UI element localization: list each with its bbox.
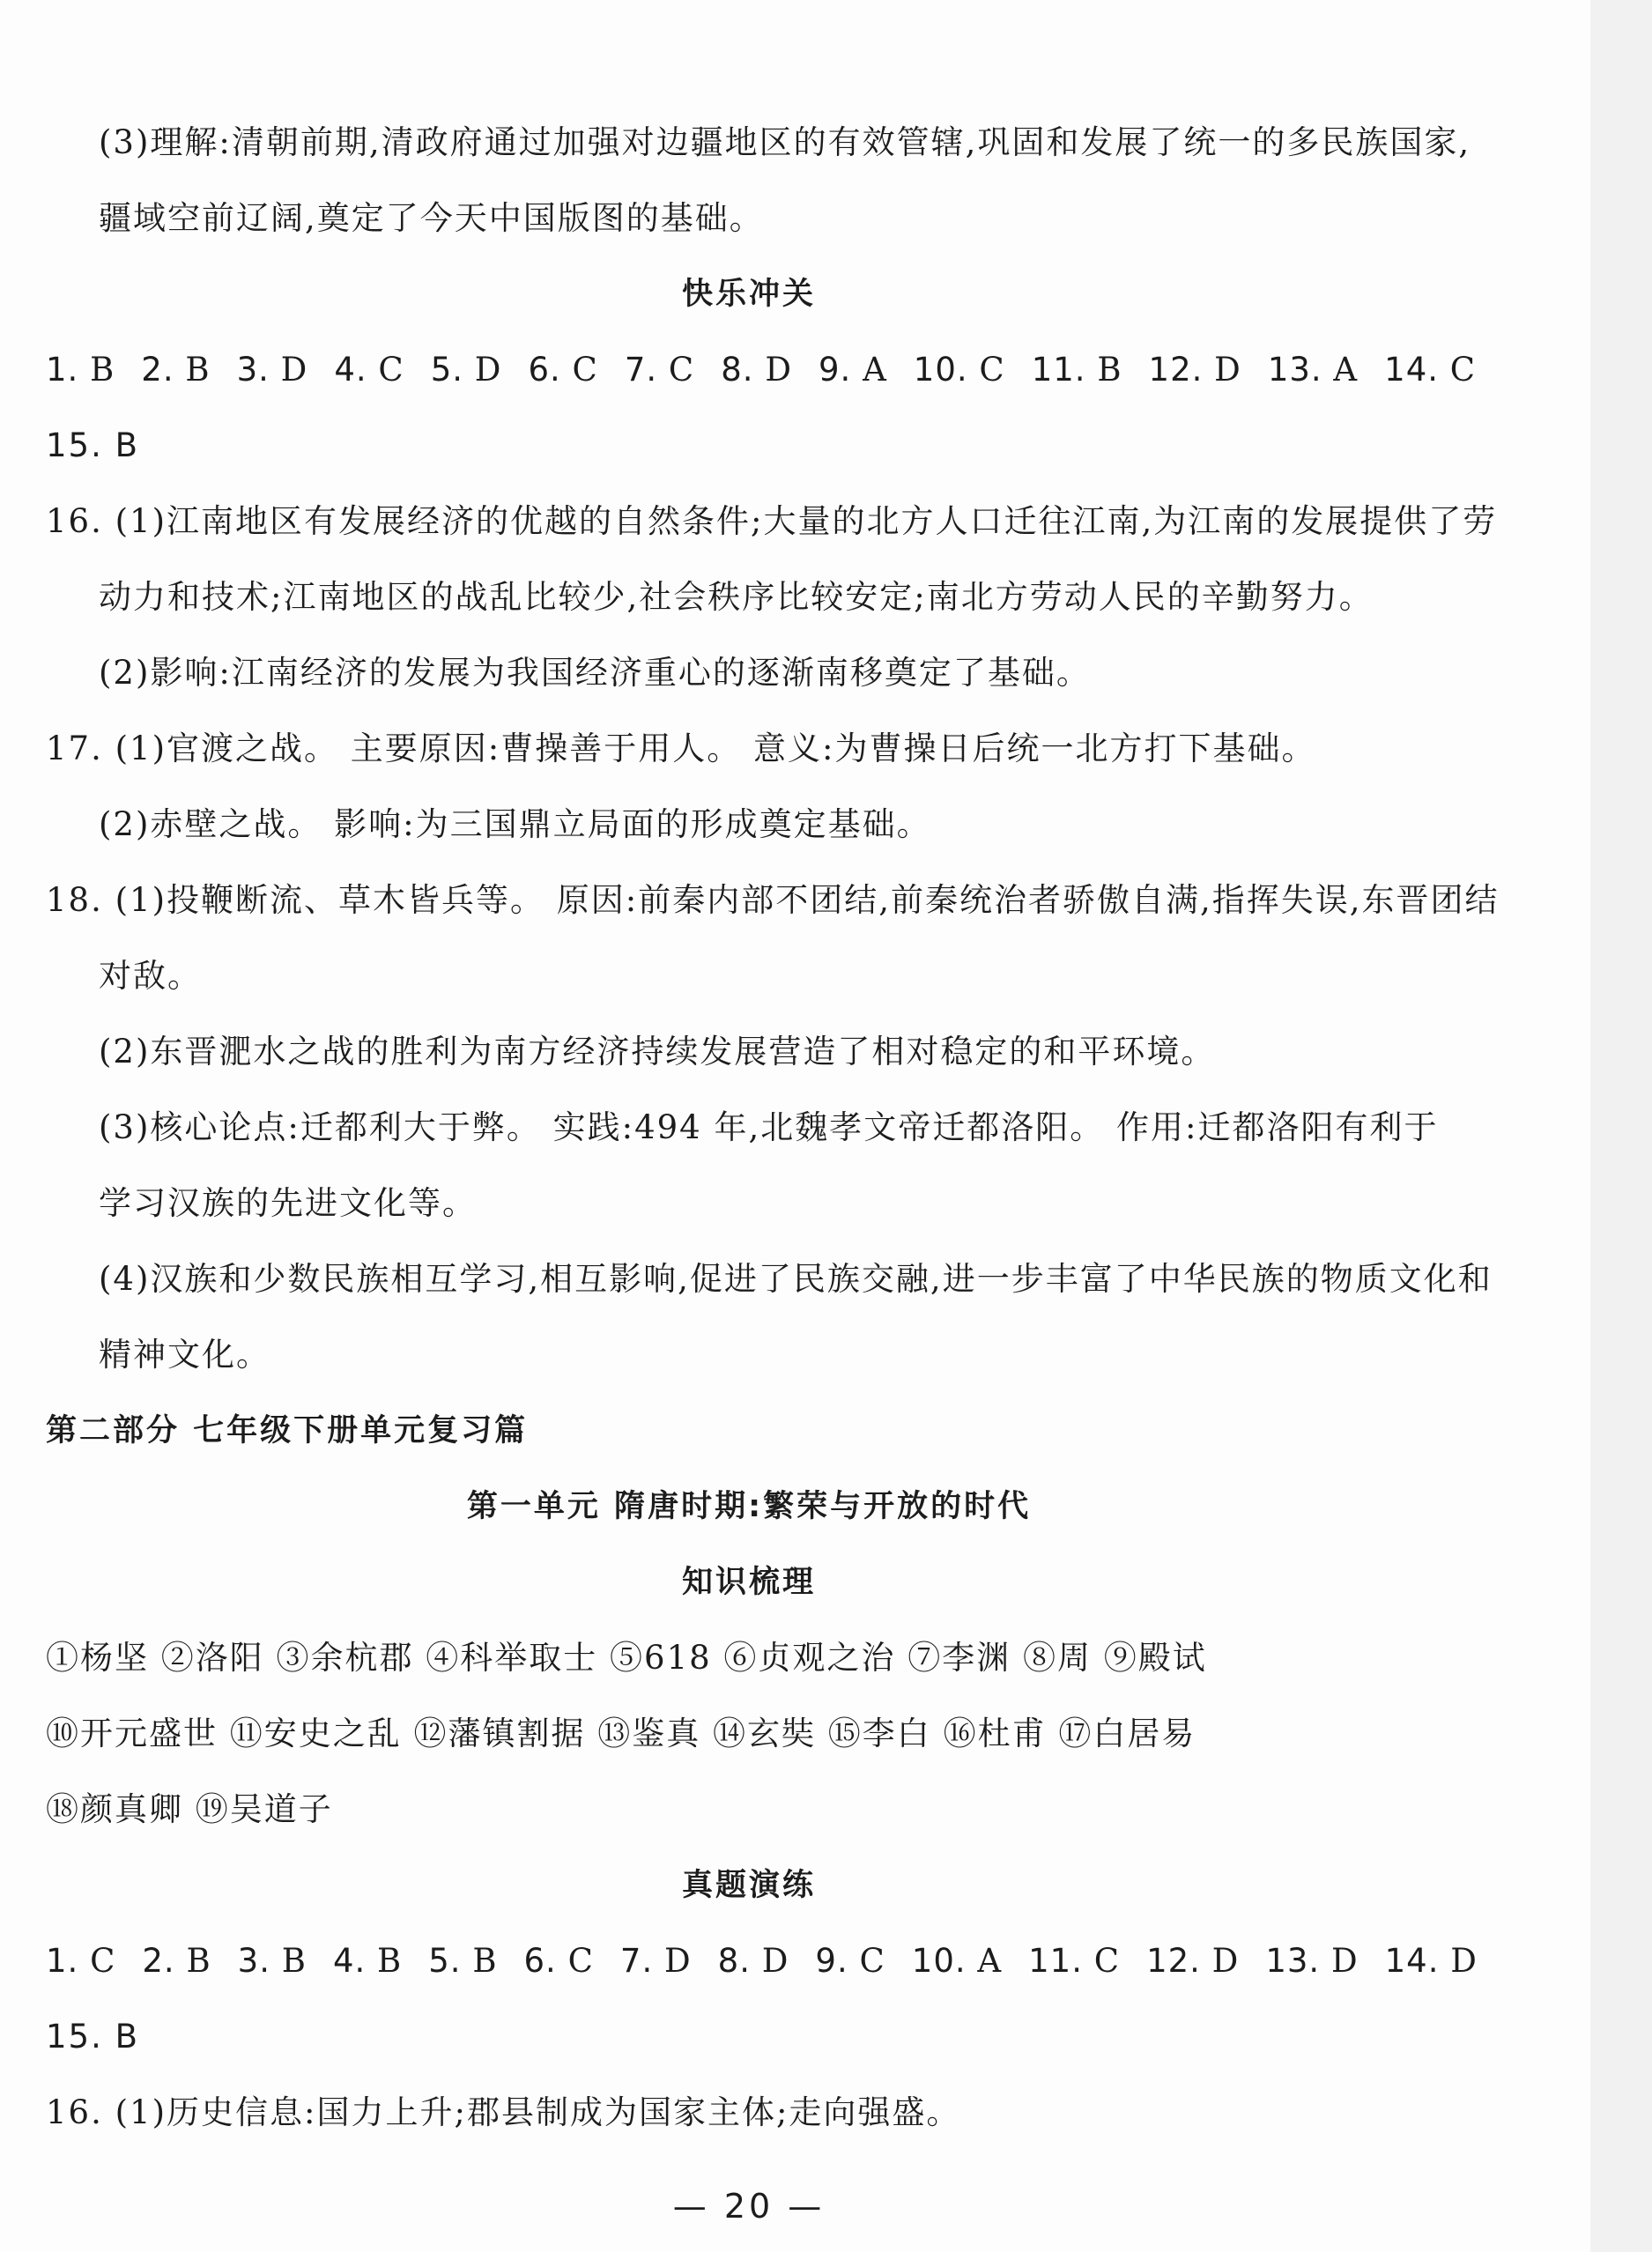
answer-item [431, 351, 502, 389]
answer-item [1265, 1942, 1358, 1981]
text-line: 15. B [46, 2018, 139, 2056]
answer-number: 12. [1146, 1942, 1212, 1980]
text-line: 17. (1)官渡之战。 主要原因:曹操善于用人。 意义:为曹操日后统一北方打下基础。 [46, 730, 1316, 767]
text-line: 精神文化。 [99, 1336, 270, 1374]
answer-choice: D [1211, 1942, 1240, 1980]
answer-choice: C [979, 351, 1005, 389]
answer-choice: B [1097, 351, 1122, 389]
answer-item [819, 351, 887, 389]
answer-number: 10. [911, 1942, 978, 1980]
answer-item [1384, 351, 1476, 389]
text-line: (2)东晋淝水之战的胜利为南方经济持续发展营造了相对稳定的和平环境。 [99, 1033, 1216, 1070]
answer-item [46, 351, 115, 389]
section-heading: 知识梳理 [681, 1565, 816, 1600]
answer-number: 1. [46, 1942, 91, 1980]
answer-choice: B [377, 1942, 403, 1980]
answer-item [1146, 1942, 1239, 1981]
answer-item [912, 1942, 1002, 1981]
answer-number: 10. [913, 351, 980, 389]
answer-number: 2. [142, 1942, 187, 1980]
answer-item [718, 1942, 789, 1981]
answer-item [528, 351, 597, 389]
answer-number: 6. [528, 351, 573, 389]
answer-choice: D [765, 351, 792, 389]
answer-choice: B [186, 1942, 211, 1980]
answer-choice: D [1450, 1942, 1478, 1980]
answer-item [721, 351, 792, 389]
answer-item [620, 1942, 692, 1981]
text-line: 疆域空前辽阔,奠定了今天中国版图的基础。 [99, 199, 764, 237]
answer-item [815, 1942, 885, 1981]
answer-choice: B [185, 351, 211, 389]
answer-choice: C [572, 351, 598, 389]
answer-number: 13. [1267, 351, 1334, 389]
answer-choice: D [280, 351, 308, 389]
answer-choice: D [761, 1942, 789, 1980]
answer-number: 4. [334, 351, 379, 389]
answer-item [1028, 1942, 1120, 1981]
answer-item [914, 351, 1005, 389]
answer-number: 14. [1384, 351, 1450, 389]
section-heading: 真题演练 [681, 1868, 816, 1903]
answer-item [1385, 1942, 1478, 1981]
text-line: 对敌。 [99, 957, 202, 995]
answer-number: 8. [721, 351, 766, 389]
answer-number: 6. [523, 1942, 568, 1980]
answer-choice: A [1333, 351, 1359, 389]
answer-item [141, 351, 210, 389]
answer-choice: C [90, 1942, 116, 1980]
answer-item [625, 351, 694, 389]
answer-number: 14. [1384, 1942, 1451, 1980]
page-number: — 20 — [672, 2187, 826, 2226]
part-heading: 第二部分 七年级下册单元复习篇 [46, 1413, 529, 1448]
answer-choice: D [1214, 351, 1241, 389]
text-line: 动力和技术;江南地区的战乱比较少,社会秩序比较安定;南北方劳动人民的辛勤努力。 [99, 578, 1374, 616]
answer-number: 3. [237, 1942, 282, 1980]
answer-number: 2. [141, 351, 186, 389]
answer-item [333, 1942, 402, 1981]
answer-choice: B [281, 1942, 307, 1980]
text-line: ⑱颜真卿 ⑲吴道子 [46, 1790, 333, 1828]
unit-heading: 第一单元 隋唐时期:繁荣与开放的时代 [466, 1489, 1032, 1524]
answer-item [142, 1942, 211, 1981]
answer-number: 7. [624, 351, 669, 389]
answer-number: 3. [236, 351, 281, 389]
answer-number: 5. [428, 1942, 473, 1980]
answer-choice: D [663, 1942, 692, 1980]
answer-number: 7. [619, 1942, 664, 1980]
answer-number: 13. [1265, 1942, 1331, 1980]
answer-number: 5. [430, 351, 475, 389]
answer-choice: B [472, 1942, 498, 1980]
text-line: 学习汉族的先进文化等。 [99, 1184, 477, 1222]
answer-item [334, 351, 404, 389]
answer-number: 1. [46, 351, 91, 389]
text-line: (3)理解:清朝前期,清政府通过加强对边疆地区的有效管辖,巩固和发展了统一的多民族国家, [99, 123, 1471, 161]
answer-choice: D [1330, 1942, 1359, 1980]
answer-choice: C [378, 351, 404, 389]
answer-choice: A [977, 1942, 1003, 1980]
text-line: 15. B [46, 426, 139, 464]
answer-number: 9. [815, 1942, 860, 1980]
text-line: 16. (1)历史信息:国力上升;郡县制成为国家主体;走向强盛。 [46, 2093, 961, 2131]
answer-item [238, 1942, 307, 1981]
answer-choice: C [1093, 1942, 1121, 1980]
answer-number: 4. [332, 1942, 378, 1980]
answer-choice: B [90, 351, 115, 389]
answer-choice: C [1449, 351, 1477, 389]
answer-choice: C [668, 351, 695, 389]
answer-row-2 [46, 1942, 1504, 1981]
text-line: ①杨坚 ②洛阳 ③余杭郡 ④科举取士 ⑤618 ⑥贞观之治 ⑦李渊 ⑧周 ⑨殿试 [46, 1639, 1207, 1677]
answer-item [428, 1942, 497, 1981]
answer-item [1268, 351, 1358, 389]
text-line: (2)赤壁之战。 影响:为三国鼎立局面的形成奠定基础。 [99, 805, 931, 843]
scan-edge-shade [1590, 0, 1652, 2252]
answer-choice: C [859, 1942, 885, 1980]
answer-item [524, 1942, 594, 1981]
answer-number: 11. [1031, 351, 1098, 389]
answer-number: 8. [717, 1942, 762, 1980]
text-line: (4)汉族和少数民族相互学习,相互影响,促进了民族交融,进一步丰富了中华民族的物质文化和 [99, 1260, 1493, 1298]
answer-row-1 [46, 351, 1502, 389]
text-line: (2)影响:江南经济的发展为我国经济重心的逐渐南移奠定了基础。 [99, 654, 1091, 692]
answer-item [1149, 351, 1241, 389]
answer-number: 12. [1148, 351, 1215, 389]
answer-item [237, 351, 308, 389]
answer-number: 9. [818, 351, 863, 389]
answer-number: 11. [1028, 1942, 1094, 1980]
answer-item [1032, 351, 1122, 389]
answer-choice: D [474, 351, 502, 389]
text-line: 18. (1)投鞭断流、草木皆兵等。 原因:前秦内部不团结,前秦统治者骄傲自满,指挥失误,东晋团结 [46, 881, 1500, 919]
section-heading: 快乐冲关 [681, 277, 816, 312]
answer-choice: A [863, 351, 887, 389]
text-line: ⑩开元盛世 ⑪安史之乱 ⑫藩镇割据 ⑬鉴真 ⑭玄奘 ⑮李白 ⑯杜甫 ⑰白居易 [46, 1715, 1196, 1752]
text-line: (3)核心论点:迁都利大于弊。 实践:494 年,北魏孝文帝迁都洛阳。 作用:迁都洛阳有利于 [99, 1108, 1439, 1146]
text-line: 16. (1)江南地区有发展经济的优越的自然条件;大量的北方人口迁往江南,为江南的发展提供了劳 [46, 502, 1498, 540]
answer-item [46, 1942, 115, 1981]
answer-choice: C [567, 1942, 594, 1980]
